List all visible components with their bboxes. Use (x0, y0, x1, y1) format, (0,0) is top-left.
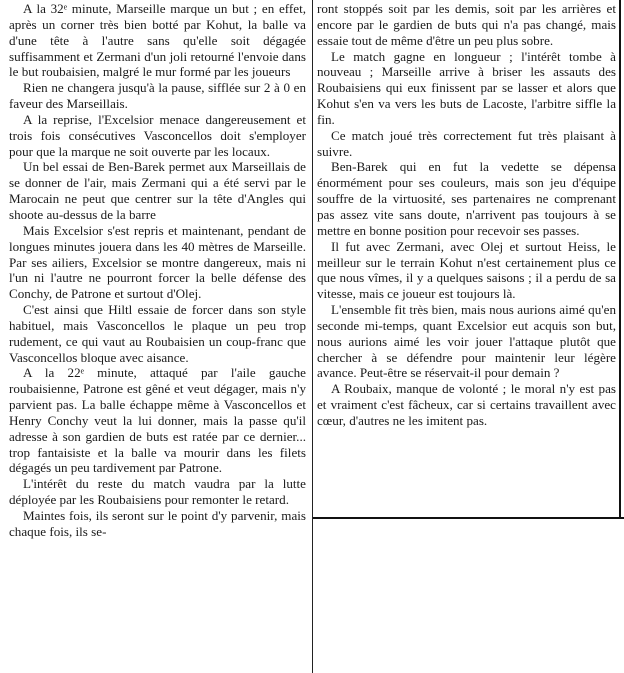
left-column (9, 1, 306, 540)
box-border-bottom (313, 517, 624, 519)
box-border-right (619, 0, 621, 519)
paragraph: L'intérêt du reste du match vaudra par la lutte déployée par les Roubaisiens pour remonter le retard. (9, 476, 306, 508)
paragraph: Rien ne changera jusqu'à la pause, sifflée sur 2 à 0 en faveur des Marseillais. (9, 80, 306, 112)
paragraph: Un bel essai de Ben-Barek permet aux Marseillais de se donner de l'air, mais Zermani qui a été servi par le Marocain ne peut que centrer sur la tête d'Angles qui shoote au-dessus de la barre (9, 159, 306, 222)
paragraph: L'ensemble fit très bien, mais nous aurions aimé qu'en seconde mi-temps, quant Excelsior eut acquis son but, nous aurions aimé les voir jouer l'attaque plutôt que chercher à se défendre pour maintenir leur légère avance. Peut-être se réservait-il pour demain ? (317, 302, 616, 381)
paragraph: A la 32ᵉ minute, Marseille marque un but ; en effet, après un corner très bien botté par Kohut, la balle va d'une tête à l'autre sans qu'elle soit dégagée suffisamment et Zermani d'un joli retourné l'envoie dans le but roubaisien, malgré le mur formé par les joueurs (9, 1, 306, 80)
paragraph-continuation: ront stoppés soit par les demis, soit par les arrières et encore par le gardien de buts qui n'a pas changé, mais essaie tout de même d'être un peu plus sobre. (317, 1, 616, 48)
paragraph: Maintes fois, ils seront sur le point d'y parvenir, mais chaque fois, ils se- (9, 508, 306, 539)
paragraph: A la reprise, l'Excelsior menace dangereusement et trois fois consécutives Vasconcellos doit s'employer pour que la marque ne soit ouverte par les locaux. (9, 111, 306, 159)
right-column (317, 1, 616, 429)
paragraph: Il fut avec Zermani, avec Olej et surtout Heiss, le meilleur sur le terrain Kohut n'est certainement plus ce que nous vîmes, il y a quelques saisons ; il a perdu de sa vitesse, mais ce joueur est toujours là. (317, 238, 616, 302)
paragraph: Ce match joué très correctement fut très plaisant à suivre. (317, 127, 616, 159)
paragraph: A Roubaix, manque de volonté ; le moral n'y est pas et vraiment c'est fâcheux, car si certains travaillent avec cœur, d'autres ne les imitent pas. (317, 381, 616, 428)
paragraph: A la 22ᵉ minute, attaqué par l'aile gauche roubaisienne, Patrone est gêné et veut dégager, mais n'y parvient pas. La balle échappe même à Vasconcellos et Henry Conchy veut la lui donner, mais la passe qu'il adresse à son gardien de buts est ratée par ce dernier... trop fantaisiste et la balle va mourir dans les filets dégagés un peu tardivement par Patrone. (9, 365, 306, 476)
paragraph: C'est ainsi que Hiltl essaie de forcer dans son style habituel, mais Vasconcellos le plaque un peu trop rudement, ce qui vaut au Roubaisien un coup-franc que Vasconcellos bloque avec aisance. (9, 302, 306, 365)
paragraph: Mais Excelsior s'est repris et maintenant, pendant de longues minutes jouera dans les 40 mètres de Marseille. Par ses ailiers, Excelsior se montre dangereux, mais ni l'un ni l'autre ne pourront forcer la belle défense des Conchy, de Patrone et surtout d'Olej. (9, 222, 306, 302)
paragraph: Le match gagne en longueur ; l'intérêt tombe à nouveau ; Marseille arrive à briser les assauts des Roubaisiens qui eux finissent par se lasser et alors que Kohut s'en va vers les buts de Lacoste, l'arbitre siffle la fin. (317, 48, 616, 127)
paragraph: Ben-Barek qui en fut la vedette se dépensa énormément pour ses couleurs, mais son jeu d'équipe souffre de la virtuosité, ses partenaires ne comprenant pas assez vite sans doute, n'arrivent pas toujours à se mettre en bonne position pour recevoir ses passes. (317, 159, 616, 238)
column-divider (312, 0, 313, 673)
